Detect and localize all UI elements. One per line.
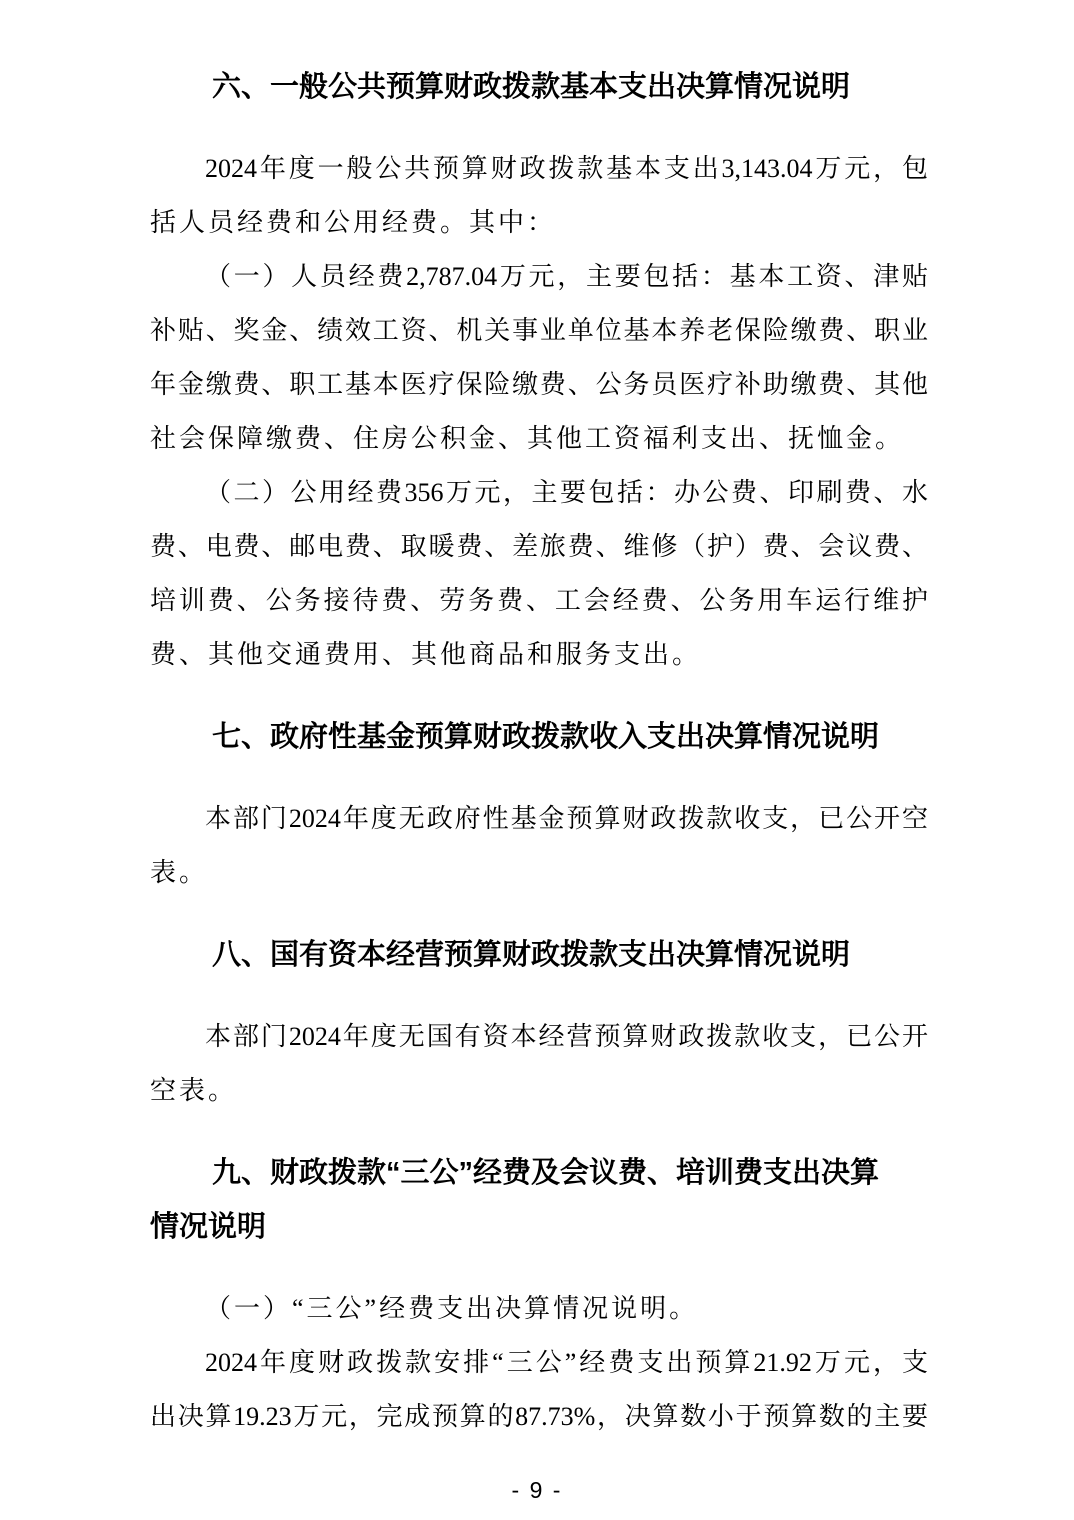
text-line: 2024年度财政拨款安排“三公”经费支出预算21.92万元，支	[205, 1348, 928, 1377]
text-line: （二）公用经费356万元，主要包括：办公费、印刷费、水	[205, 478, 928, 507]
text-line: 本部门2024年度无国有资本经营预算财政拨款收支，已公开	[205, 1022, 928, 1051]
section-heading-8	[150, 928, 928, 982]
paragraph-basic-expenditure-intro	[150, 142, 928, 250]
section-heading-6-text: 六、一般公共预算财政拨款基本支出决算情况说明	[212, 71, 851, 103]
text-line: 表。	[150, 858, 209, 887]
text-line: （一）“三公”经费支出决算情况说明。	[205, 1294, 699, 1323]
text-line: 培训费、公务接待费、劳务费、工会经费、公务用车运行维护	[150, 586, 928, 615]
paragraph-state-capital	[150, 1010, 928, 1118]
text-line: 社会保障缴费、住房公积金、其他工资福利支出、抚恤金。	[150, 424, 905, 453]
page-number: - 9 -	[511, 1477, 563, 1503]
section-heading-8-text: 八、国有资本经营预算财政拨款支出决算情况说明	[212, 939, 851, 971]
section-heading-7	[150, 710, 928, 764]
text-line: 补贴、奖金、绩效工资、机关事业单位基本养老保险缴费、职业	[150, 316, 928, 345]
paragraph-public-expense	[150, 466, 928, 682]
paragraph-government-fund	[150, 792, 928, 900]
section-heading-6	[150, 60, 928, 114]
section-heading-9	[150, 1146, 928, 1254]
section-heading-9-text: 九、财政拨款“三公”经费及会议费、培训费支出决算	[212, 1157, 880, 1189]
section-heading-9-text: 情况说明	[150, 1211, 267, 1243]
text-line: 出决算19.23万元，完成预算的87.73%，决算数小于预算数的主要	[150, 1402, 928, 1431]
text-line: 本部门2024年度无政府性基金预算财政拨款收支，已公开空	[205, 804, 928, 833]
paragraph-three-public-budget	[150, 1336, 928, 1444]
paragraph-personnel-expense	[150, 250, 928, 466]
text-line: 费、其他交通费用、其他商品和服务支出。	[150, 640, 702, 669]
paragraph-three-public-subtitle	[150, 1282, 928, 1336]
text-line: 年金缴费、职工基本医疗保险缴费、公务员医疗补助缴费、其他	[150, 370, 928, 399]
text-line: （一）人员经费2,787.04万元，主要包括：基本工资、津贴	[205, 262, 928, 291]
section-heading-7-text: 七、政府性基金预算财政拨款收入支出决算情况说明	[212, 721, 880, 753]
text-line: 空表。	[150, 1076, 238, 1105]
text-line: 括人员经费和公用经费。其中：	[150, 208, 557, 237]
text-line: 2024年度一般公共预算财政拨款基本支出3,143.04万元，包	[205, 154, 928, 183]
text-line: 费、电费、邮电费、取暖费、差旅费、维修（护）费、会议费、	[150, 532, 928, 561]
